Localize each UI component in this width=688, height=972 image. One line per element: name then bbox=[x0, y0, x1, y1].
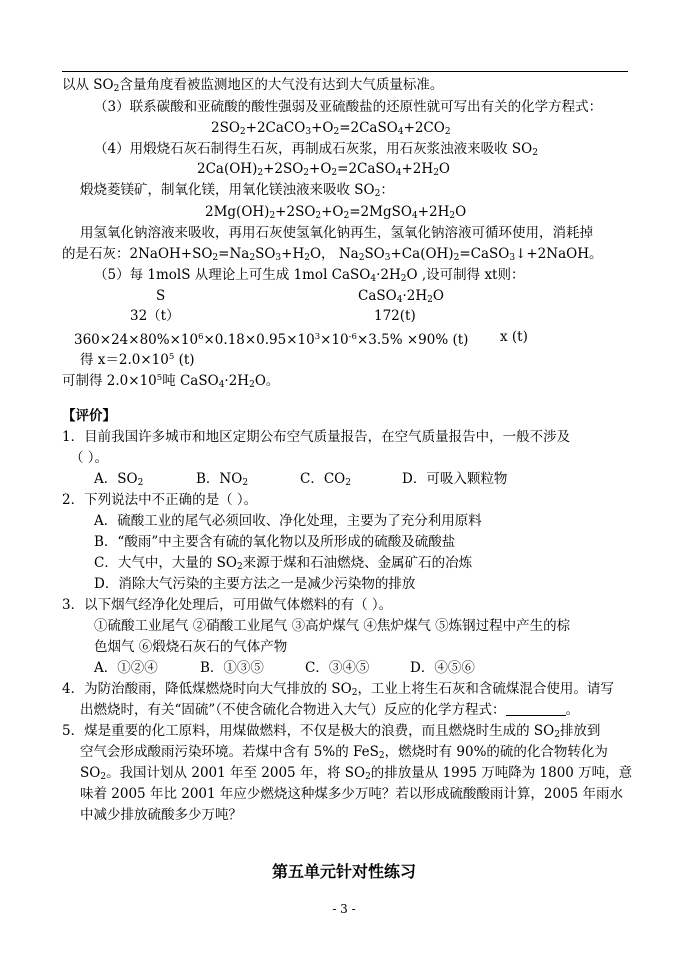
q2-stem: 2．下列说法中不正确的是（ ）。 bbox=[62, 492, 258, 508]
q2-option-d: D．消除大气污染的主要方法之一是减少污染物的排放 bbox=[94, 576, 416, 592]
solution-line-2: （3）联系碳酸和亚硫酸的酸性强弱及亚硫酸盐的还原性就可写出有关的化学方程式： bbox=[94, 99, 603, 115]
q5-line-3: $SO_2$。我国计划从 2001 年至 2005 年，将 $SO_2$的排放量从 1995 万吨降为 1800 万吨，意 bbox=[80, 765, 633, 782]
q2-option-a: A．硫酸工业的尾气必须回收、净化处理，主要为了充分利用原料 bbox=[94, 513, 482, 529]
ratio-caso4-label: $CaSO_4\cdot 2H_2O$ bbox=[358, 288, 444, 305]
q1-option-d: D．可吸入颗粒物 bbox=[402, 471, 508, 487]
calc-line: $360\times 24\times 80\%\times 10^6\times 0.18\times 0.95\times 10^3\times 10^{-6}\times 3.5\% \times 90\%$ (t) bbox=[74, 332, 469, 348]
q3-stem: 3．以下烟气经净化处理后，可用做气体燃料的有（ ）。 bbox=[62, 597, 393, 613]
q3-option-c: C．③④⑤ bbox=[305, 660, 370, 676]
q1-option-a: A．$SO_2$ bbox=[94, 471, 144, 488]
q4-line-1: 4．为防治酸雨，降低煤燃烧时向大气排放的 $SO_2$，工业上将生石灰和含硫煤混合使用。请写 bbox=[62, 681, 614, 698]
solution-line-9: 的是石灰：$2NaOH+SO_2=Na_2SO_3+H_2O$， $Na_2SO_3+Ca(OH)_2=CaSO_3↓+2NaOH$。 bbox=[62, 246, 603, 263]
evaluation-header: 【评价】 bbox=[62, 408, 116, 424]
equation-caoh2: $2Ca(OH)_2+2SO_2+O_2=2CaSO_4+2H_2O$ bbox=[197, 161, 450, 178]
q4-line-2: 出燃烧时，有关“固硫”（不使含硫化合物进入大气）反应的化学方程式： 。 bbox=[80, 702, 580, 718]
q3-items-line-2: 色烟气 ⑥煅烧石灰石的气体产物 bbox=[94, 639, 288, 655]
ratio-s-label: S bbox=[156, 288, 166, 304]
q5-line-5: 中减少排放硫酸多少万吨？ bbox=[80, 807, 242, 823]
solution-line-1: 以从 $SO_2$含量角度看被监测地区的大气没有达到大气质量标准。 bbox=[62, 77, 444, 94]
q1-option-c: C．$CO_2$ bbox=[300, 471, 351, 488]
q1-paren: （ ）。 bbox=[70, 450, 109, 466]
equation-caco3: $2SO_2+2CaCO_3+O_2=2CaSO_4+2CO_2$ bbox=[211, 120, 451, 137]
q2-option-b: B．“酸雨”中主要含有硫的氧化物以及所形成的硫酸及硫酸盐 bbox=[94, 534, 456, 550]
solution-line-4: （4）用煅烧石灰石制得生石灰，再制成石灰浆，用石灰浆浊液来吸收 $SO_2$ bbox=[94, 141, 538, 158]
q3-option-b: B．①③⑤ bbox=[200, 660, 264, 676]
q1-option-b: B．$NO_2$ bbox=[196, 471, 249, 488]
q5-line-4: 味着 2005 年比 2001 年应少燃烧这种煤多少万吨？若以形成硫酸酸雨计算，2005 年雨水 bbox=[80, 786, 624, 802]
page-number: - 3 - bbox=[332, 902, 356, 916]
result-x: 得 $x=2.0\times 10^5$ (t) bbox=[80, 352, 195, 368]
q4-answer-blank bbox=[506, 702, 566, 716]
ratio-s-mass: 32（t） bbox=[130, 308, 180, 324]
calc-unknown: x (t) bbox=[500, 329, 528, 345]
q5-line-2: 空气会形成酸雨污染环境。若煤中含有 5%的 FeS$_2$，燃烧时有 90%的硫的化合物转化为 bbox=[80, 744, 608, 761]
solution-line-8: 用氢氧化钠溶液来吸收，再用石灰使氢氧化钠再生，氢氧化钠溶液可循环使用，消耗掉 bbox=[80, 225, 593, 241]
header-rule bbox=[62, 71, 628, 72]
solution-line-6: 煅烧菱镁矿，制氧化镁，用氧化镁浊液来吸收 $SO_2$： bbox=[80, 182, 394, 199]
equation-mgoh2: $2Mg(OH)_2+2SO_2+O_2=2MgSO_4+2H_2O$ bbox=[205, 204, 467, 221]
result-caso4: 可制得 $2.0\times 10^5$吨 $CaSO_4\cdot 2H_2O$。 bbox=[62, 373, 280, 390]
solution-line-10: （5）每 1molS 从理论上可生成 1mol $CaSO_4\cdot 2H_2O$ ,设可制得 xt则： bbox=[94, 267, 525, 284]
q5-line-1: 5．煤是重要的化工原料，用煤做燃料，不仅是极大的浪费，而且燃烧时生成的 $SO_2$排放到 bbox=[62, 723, 601, 740]
q3-option-a: A．①②④ bbox=[94, 660, 158, 676]
q2-option-c: C．大气中，大量的 $SO_2$来源于煤和石油燃烧、金属矿石的冶炼 bbox=[94, 555, 473, 572]
ratio-caso4-mass: 172(t) bbox=[374, 308, 416, 324]
q3-option-d: D．④⑤⑥ bbox=[410, 660, 475, 676]
q3-items-line-1: ①硫酸工业尾气 ②硝酸工业尾气 ③高炉煤气 ④焦炉煤气 ⑤炼钢过程中产生的棕 bbox=[94, 618, 571, 634]
unit-title: 第五单元针对性练习 bbox=[271, 862, 416, 881]
q1-stem: 1．目前我国许多城市和地区定期公布空气质量报告，在空气质量报告中，一般不涉及 bbox=[62, 429, 571, 445]
